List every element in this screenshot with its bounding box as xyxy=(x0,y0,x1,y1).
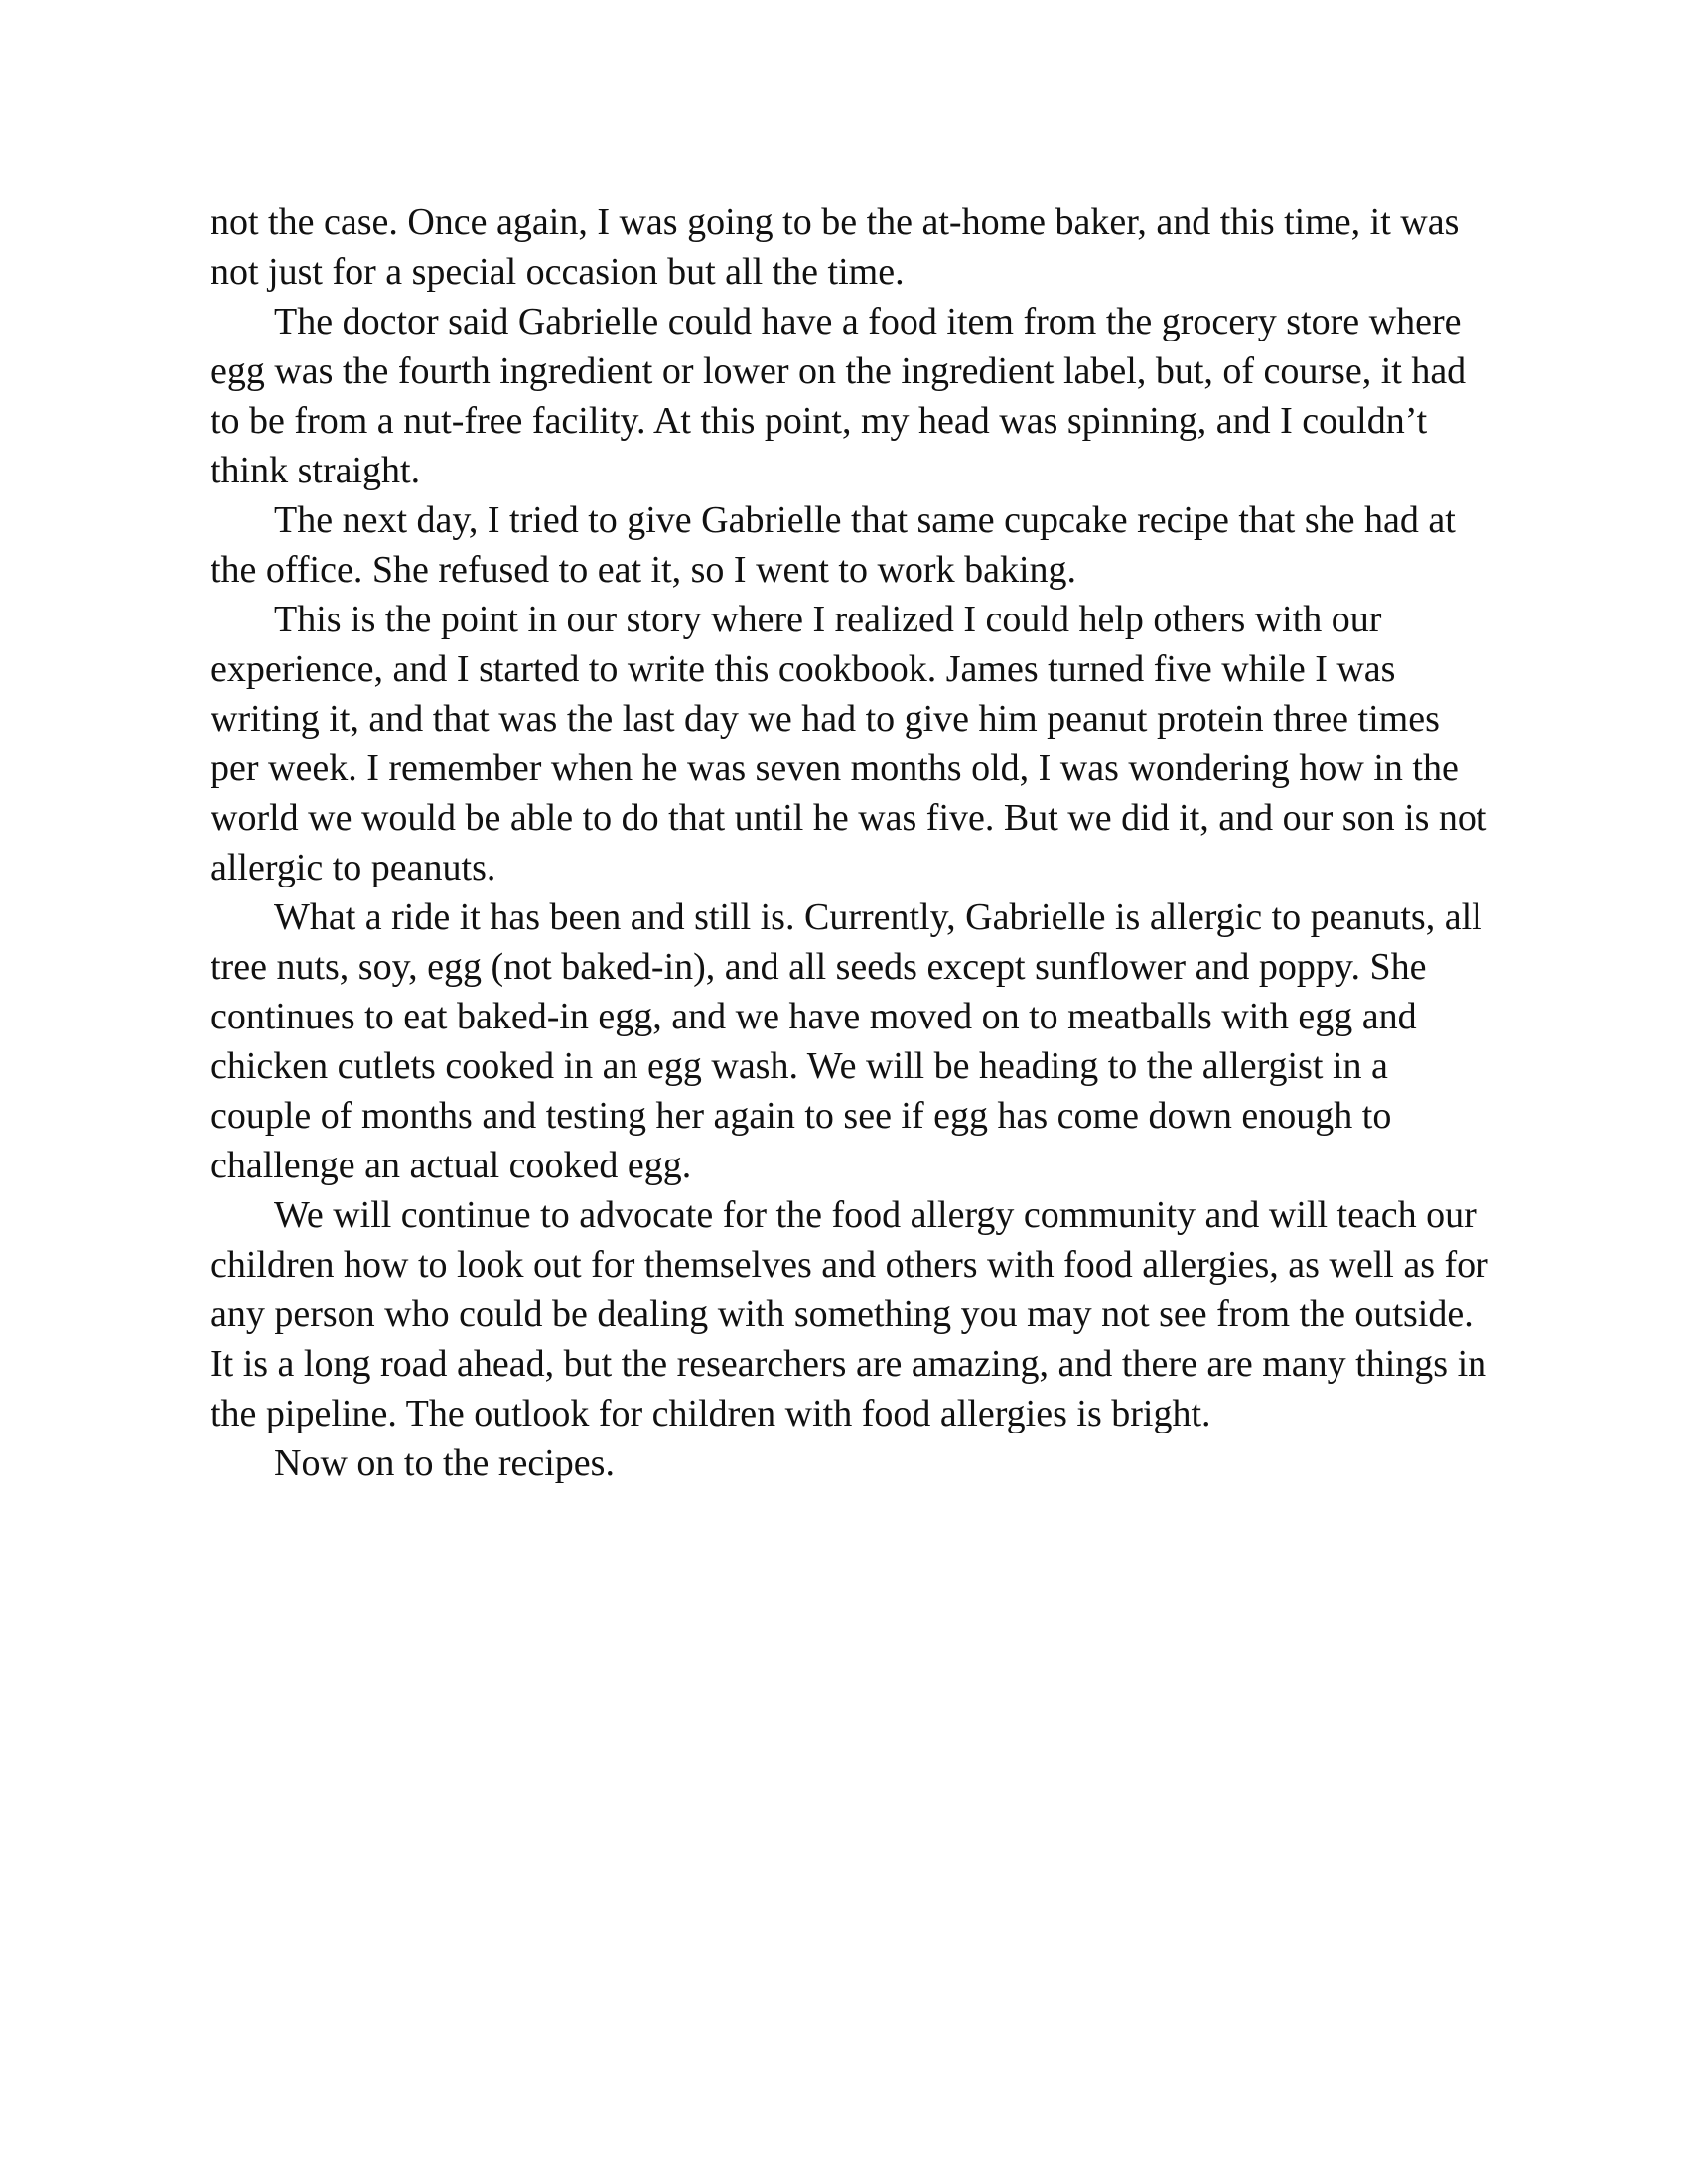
paragraph-current-allergies: What a ride it has been and still is. Currently, Gabrielle is allergic to peanuts, all tree nuts, soy, egg (not baked-in), and all seeds except sunflower and poppy. She continues to eat baked-in egg, and we have moved on to meatballs with egg and chicken cutlets cooked in an egg wash. We will be heading to the allergist in a couple of months and testing her again to see if egg has come down enough to challenge an actual cooked egg. xyxy=(211,896,1482,1186)
body-text xyxy=(211,198,1491,1488)
paragraph-cookbook-origin: This is the point in our story where I realized I could help others with our experience, and I started to write this cookbook. James turned five while I was writing it, and that was the last day we had to give him peanut protein three times per week. I remember when he was seven months old, I was wondering how in the world we would be able to do that until he was five. But we did it, and our son is not allergic to peanuts. xyxy=(211,599,1487,888)
paragraph-doctor-advice: The doctor said Gabrielle could have a food item from the grocery store where egg was the fourth ingredient or lower on the ingredient label, but, of course, it had to be from a nut-free facility. At this point, my head was spinning, and I couldn’t think straight. xyxy=(211,301,1467,491)
paragraph-continued: not the case. Once again, I was going to be the at-home baker, and this time, it was not just for a special occasion but all the time. xyxy=(211,202,1460,293)
paragraph-advocacy: We will continue to advocate for the food allergy community and will teach our children how to look out for themselves and others with food allergies, as well as for any person who could be dealing with something you may not see from the outside. It is a long road ahead, but the researchers are amazing, and there are many things in the pipeline. The outlook for children with food allergies is bright. xyxy=(211,1194,1488,1434)
paragraph-closing: Now on to the recipes. xyxy=(274,1442,615,1484)
paragraph-next-day: The next day, I tried to give Gabrielle that same cupcake recipe that she had at the office. She refused to eat it, so I went to work baking. xyxy=(211,499,1456,591)
